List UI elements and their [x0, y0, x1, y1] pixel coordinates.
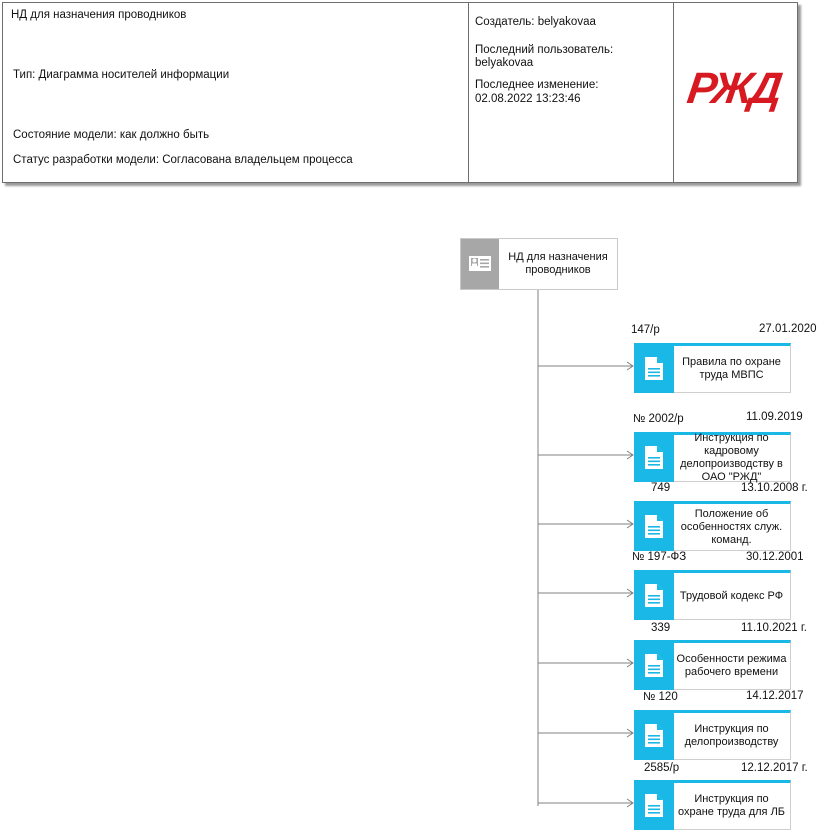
document-node[interactable] [634, 343, 791, 393]
document-label: Правила по охране труда МВПС [682, 356, 781, 381]
document-node[interactable] [634, 710, 791, 760]
document-icon [634, 710, 674, 760]
document-label: Трудовой кодекс РФ [679, 589, 784, 602]
document-node[interactable] [634, 640, 791, 690]
document-label: Инструкция по охране труда для ЛБ [677, 793, 786, 818]
document-icon [634, 570, 674, 620]
node-icon-area [634, 710, 674, 760]
doc-number: 147/р [631, 324, 660, 336]
document-icon [634, 780, 674, 830]
last-user-value: belyakovaa [475, 57, 534, 69]
doc-number: 2585/р [644, 762, 680, 774]
document-label: Инструкция по кадровому делопроизводству в ОАО "РЖД" [680, 432, 783, 483]
root-label: НД для назначения проводников [508, 251, 608, 276]
doc-date: 13.10.2008 г. [741, 482, 808, 494]
last-change-label: Последнее изменение: [475, 79, 599, 91]
doc-number: 749 [651, 482, 671, 494]
model-dev-status: Статус разработки модели: Согласована владельцем процесса [13, 154, 353, 166]
last-user-label: Последний пользователь: [475, 44, 614, 56]
id-card-icon [461, 239, 499, 289]
node-icon-area [634, 343, 674, 393]
node-icon-area [634, 780, 674, 830]
rzd-logo-text: РЖД [684, 64, 783, 113]
doc-date: 11.09.2019 [746, 411, 803, 423]
doc-date: 14.12.2017 [746, 690, 804, 702]
node-icon-area [634, 570, 674, 620]
document-icon [634, 343, 674, 393]
model-state: Состояние модели: как должно быть [13, 129, 210, 141]
document-node[interactable] [634, 780, 791, 830]
doc-date: 27.01.2020 [759, 323, 817, 335]
document-icon [634, 501, 674, 551]
model-name: НД для назначения проводников [11, 9, 187, 21]
document-label: Особенности режима рабочего времени [676, 653, 787, 678]
root-icon-area [461, 239, 499, 289]
doc-number: № 2002/р [633, 413, 684, 425]
document-icon [634, 640, 674, 690]
model-type: Тип: Диаграмма носителей информации [13, 69, 230, 81]
node-icon-area [634, 501, 674, 551]
document-label: Положение об особенностях служ. команд. [680, 507, 783, 546]
doc-number: № 120 [643, 691, 678, 703]
root-information-carrier[interactable] [460, 238, 618, 290]
document-node[interactable] [634, 570, 791, 620]
doc-number: 339 [651, 622, 671, 634]
doc-date: 11.10.2021 г. [741, 622, 807, 634]
document-node[interactable] [634, 432, 791, 482]
doc-date: 12.12.2017 г. [741, 762, 808, 774]
document-label: Инструкция по делопроизводству [684, 723, 779, 748]
last-change-value: 02.08.2022 13:23:46 [475, 93, 581, 105]
doc-date: 30.12.2001 [746, 551, 804, 563]
creator: Создатель: belyakovaa [475, 16, 596, 28]
node-icon-area [634, 640, 674, 690]
node-icon-area [634, 432, 674, 482]
doc-number: № 197-ФЗ [632, 551, 687, 563]
document-node[interactable] [634, 501, 791, 551]
document-icon [634, 432, 674, 482]
